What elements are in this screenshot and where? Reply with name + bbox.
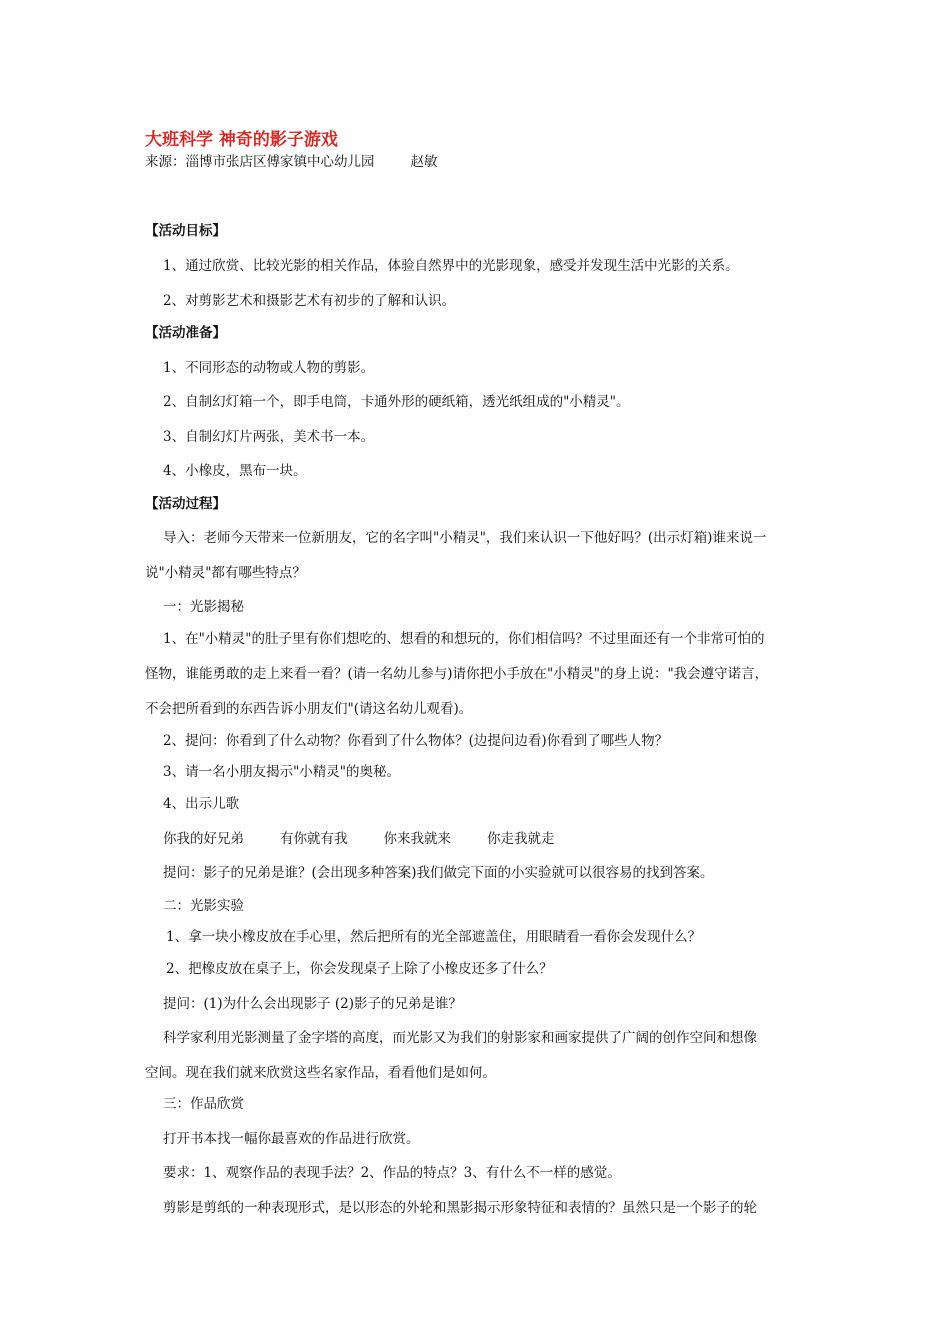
section-1-heading: 一：光影揭秘 <box>163 599 244 615</box>
song-phrase-4: 你走我就走 <box>487 831 555 847</box>
song-phrase-2: 有你就有我 <box>280 831 348 847</box>
song-phrase-3: 你来我就来 <box>383 831 451 847</box>
prep-item-3: 3、自制幻灯片两张，美术书一本。 <box>163 429 375 445</box>
prep-item-2: 2、自制幻灯箱一个，即手电筒，卡通外形的硬纸箱，透光纸组成的"小精灵"。 <box>163 394 630 410</box>
intro-line-1: 导入：老师今天带来一位新朋友，它的名字叫"小精灵"，我们来认识一下他好吗？(出示灯箱)谁来说一 <box>163 530 767 546</box>
step3-line: 3、请一名小朋友揭示"小精灵"的奥秘。 <box>163 764 401 780</box>
section-3-heading: 三：作品欣赏 <box>163 1096 244 1112</box>
step1-line-3: 不会把所看到的东西告诉小朋友们"(请这名幼儿观看)。 <box>145 701 473 717</box>
goal-item-2: 2、对剪影艺术和摄影艺术有初步的了解和认识。 <box>163 293 456 309</box>
process-heading: 【活动过程】 <box>145 496 226 512</box>
question-2-line: 提问：(1)为什么会出现影子 (2)影子的兄弟是谁？ <box>163 996 463 1012</box>
source-line <box>145 153 438 171</box>
goals-heading: 【活动目标】 <box>145 223 226 239</box>
song-line <box>163 830 555 848</box>
experiment-1-line: 1、拿一块小橡皮放在手心里，然后把所有的光全部遮盖住，用眼睛看一看你会发现什么？ <box>166 929 702 945</box>
science-line-2: 空间。现在我们就来欣赏这些名家作品，看看他们是如何。 <box>145 1065 496 1081</box>
prep-item-1: 1、不同形态的动物或人物的剪影。 <box>163 360 375 376</box>
science-line-1: 科学家利用光影测量了金字塔的高度，而光影又为我们的射影家和画家提供了广阔的创作空间和想像 <box>163 1030 757 1046</box>
experiment-2-line: 2、把橡皮放在桌子上，你会发现桌子上除了小橡皮还多了什么？ <box>166 961 553 977</box>
source-text: 来源：淄博市张店区傅家镇中心幼儿园 <box>145 154 375 170</box>
question-1-line: 提问：影子的兄弟是谁？(会出现多种答案)我们做完下面的小实验就可以很容易的找到答案。 <box>163 865 714 881</box>
step2-line: 2、提问：你看到了什么动物？你看到了什么物体？(边提问边看)你看到了哪些人物？ <box>163 733 669 749</box>
song-phrase-1: 你我的好兄弟 <box>163 831 244 847</box>
step1-line-2: 怪物，谁能勇敢的走上来看一看？(请一名幼儿参与)请你把小手放在"小精灵"的身上说："我会遵守诺言， <box>145 666 769 682</box>
step1-line-1: 1、在"小精灵"的肚子里有你们想吃的、想看的和想玩的，你们相信吗？不过里面还有一个非常可怕的 <box>163 631 765 647</box>
requirements-line: 要求：1、观察作品的表现手法？2、作品的特点？3、有什么不一样的感觉。 <box>163 1165 621 1181</box>
document-title: 大班科学 神奇的影子游戏 <box>145 130 338 150</box>
section-2-heading: 二：光影实验 <box>163 898 244 914</box>
goal-item-1: 1、通过欣赏、比较光影的相关作品，体验自然界中的光影现象，感受并发现生活中光影的关系。 <box>163 258 739 274</box>
open-book-line: 打开书本找一幅你最喜欢的作品进行欣赏。 <box>163 1131 420 1147</box>
prep-heading: 【活动准备】 <box>145 325 226 341</box>
step4-line: 4、出示儿歌 <box>163 796 240 812</box>
prep-item-4: 4、小橡皮，黑布一块。 <box>163 463 307 479</box>
silhouette-line: 剪影是剪纸的一种表现形式，是以形态的外轮和黑影揭示形象特征和表情的？虽然只是一个影子的轮 <box>163 1200 757 1216</box>
author-name: 赵敏 <box>410 154 438 170</box>
intro-line-2: 说"小精灵"都有哪些特点？ <box>145 565 306 581</box>
